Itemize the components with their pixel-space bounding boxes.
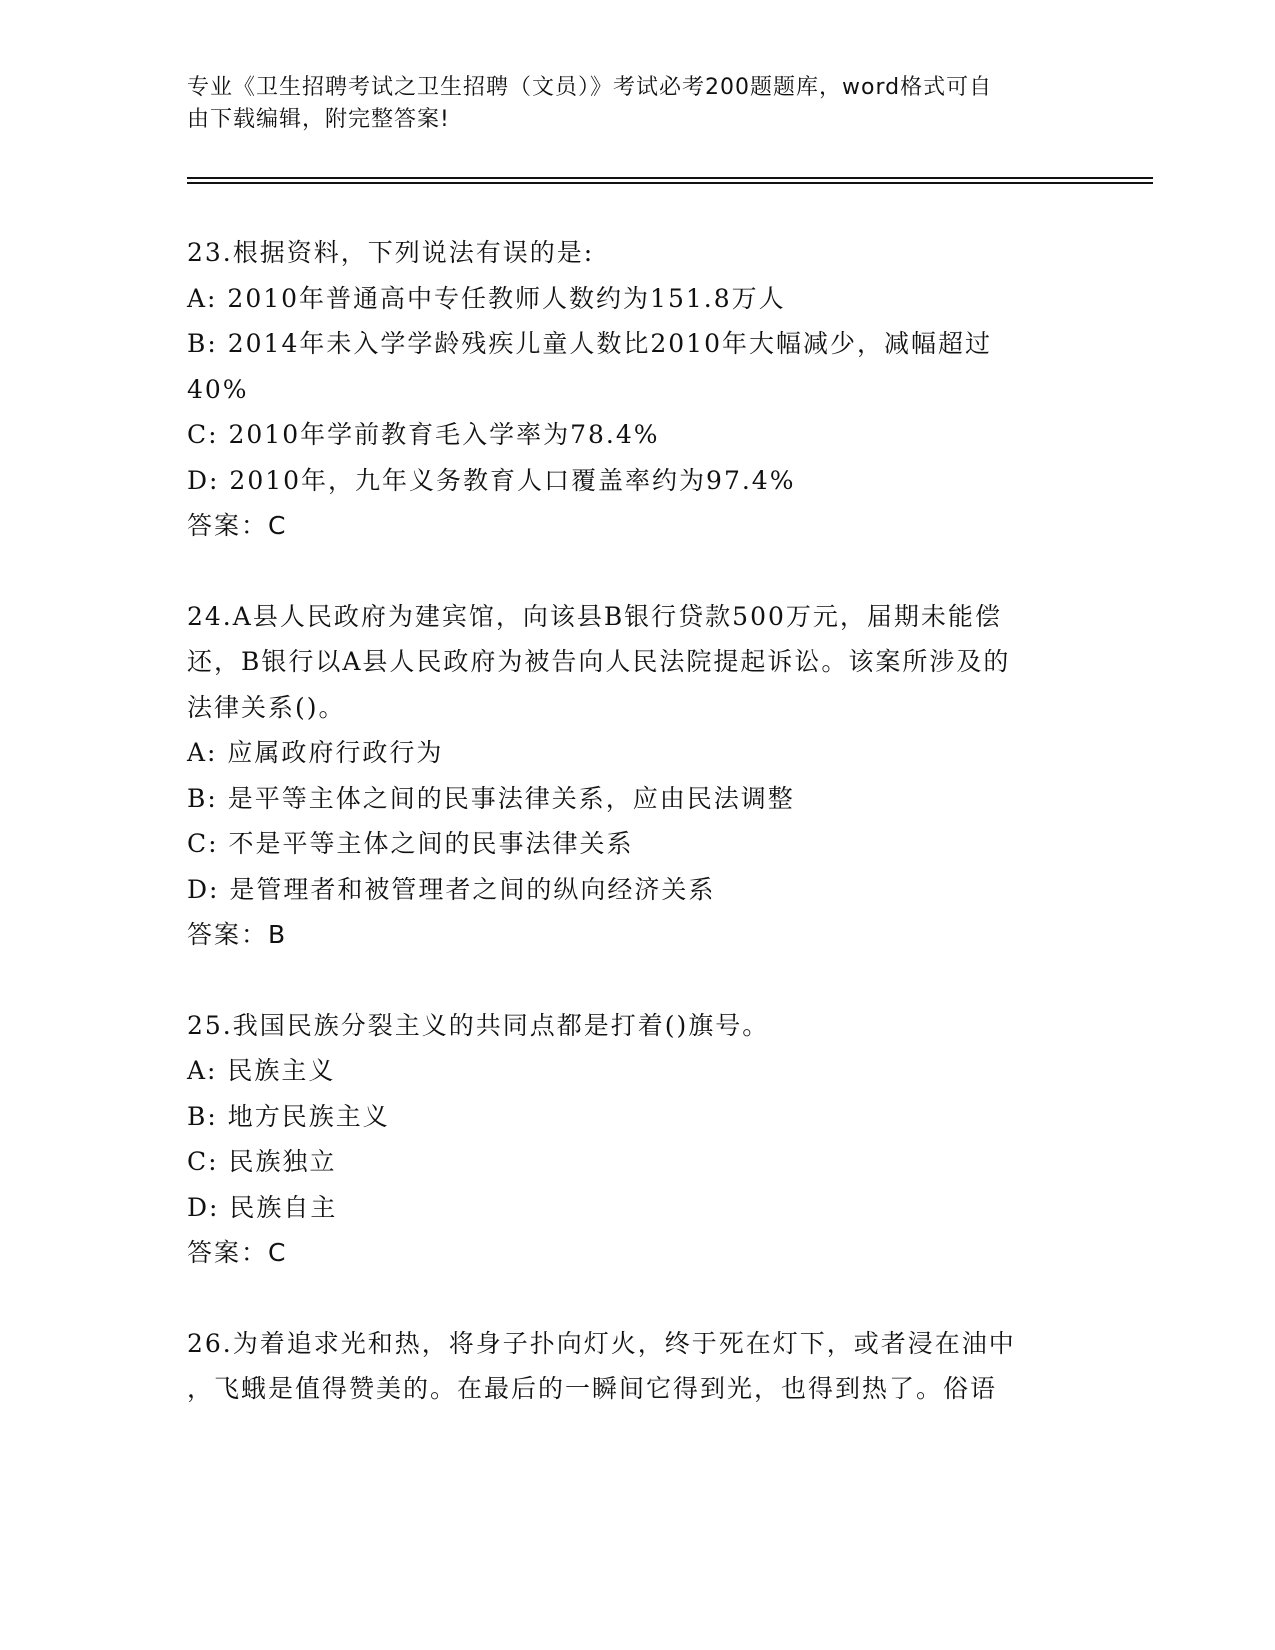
option-d: D: 2010年，九年义务教育人口覆盖率约为97.4% <box>187 465 796 495</box>
header-divider-bottom <box>187 182 1153 184</box>
option-a: A: 应属政府行政行为 <box>187 738 444 767</box>
answer: 答案：C <box>187 511 288 540</box>
question-25 <box>187 1003 1087 1276</box>
answer: 答案：C <box>187 1238 288 1267</box>
option-a: A: 民族主义 <box>187 1056 336 1085</box>
option-b: B: 是平等主体之间的民事法律关系，应由民法调整 <box>187 783 795 813</box>
question-24 <box>187 594 1087 958</box>
option-d: D: 民族自主 <box>187 1192 338 1222</box>
question-26 <box>187 1321 1087 1412</box>
answer: 答案：B <box>187 920 288 949</box>
option-b: B: 地方民族主义 <box>187 1101 390 1131</box>
header-divider-top <box>187 177 1153 179</box>
option-d: D: 是管理者和被管理者之间的纵向经济关系 <box>187 874 716 904</box>
option-c: C: 2010年学前教育毛入学率为78.4% <box>187 420 660 449</box>
option-b-continued: 40% <box>187 374 249 404</box>
question-stem-continued: ，飞蛾是值得赞美的。在最后的一瞬间它得到光，也得到热了。俗语 <box>187 1374 998 1403</box>
header-line-2: 由下载编辑，附完整答案! <box>187 107 450 132</box>
question-stem: 24.A县人民政府为建宾馆，向该县B银行贷款500万元，届期未能偿 <box>187 601 1002 631</box>
option-c: C: 不是平等主体之间的民事法律关系 <box>187 829 634 858</box>
question-23 <box>187 230 1087 549</box>
question-list <box>187 230 1087 1412</box>
question-stem: 25.我国民族分裂主义的共同点都是打着()旗号。 <box>187 1010 770 1040</box>
question-stem: 23.根据资料，下列说法有误的是: <box>187 238 595 267</box>
question-stem: 26.为着追求光和热，将身子扑向灯火，终于死在灯下，或者浸在油中 <box>187 1328 1016 1358</box>
document-header <box>187 72 1067 136</box>
question-stem-continued: 还，B银行以A县人民政府为被告向人民法院提起诉讼。该案所涉及的 <box>187 647 1011 676</box>
option-b: B: 2014年未入学学龄残疾儿童人数比2010年大幅减少，减幅超过 <box>187 329 992 358</box>
header-line-1: 专业《卫生招聘考试之卫生招聘（文员）》考试必考200题题库，word格式可自 <box>187 75 993 100</box>
option-a: A: 2010年普通高中专任教师人数约为151.8万人 <box>187 283 786 313</box>
option-c: C: 民族独立 <box>187 1147 337 1176</box>
question-stem-continued: 法律关系()。 <box>187 692 346 722</box>
